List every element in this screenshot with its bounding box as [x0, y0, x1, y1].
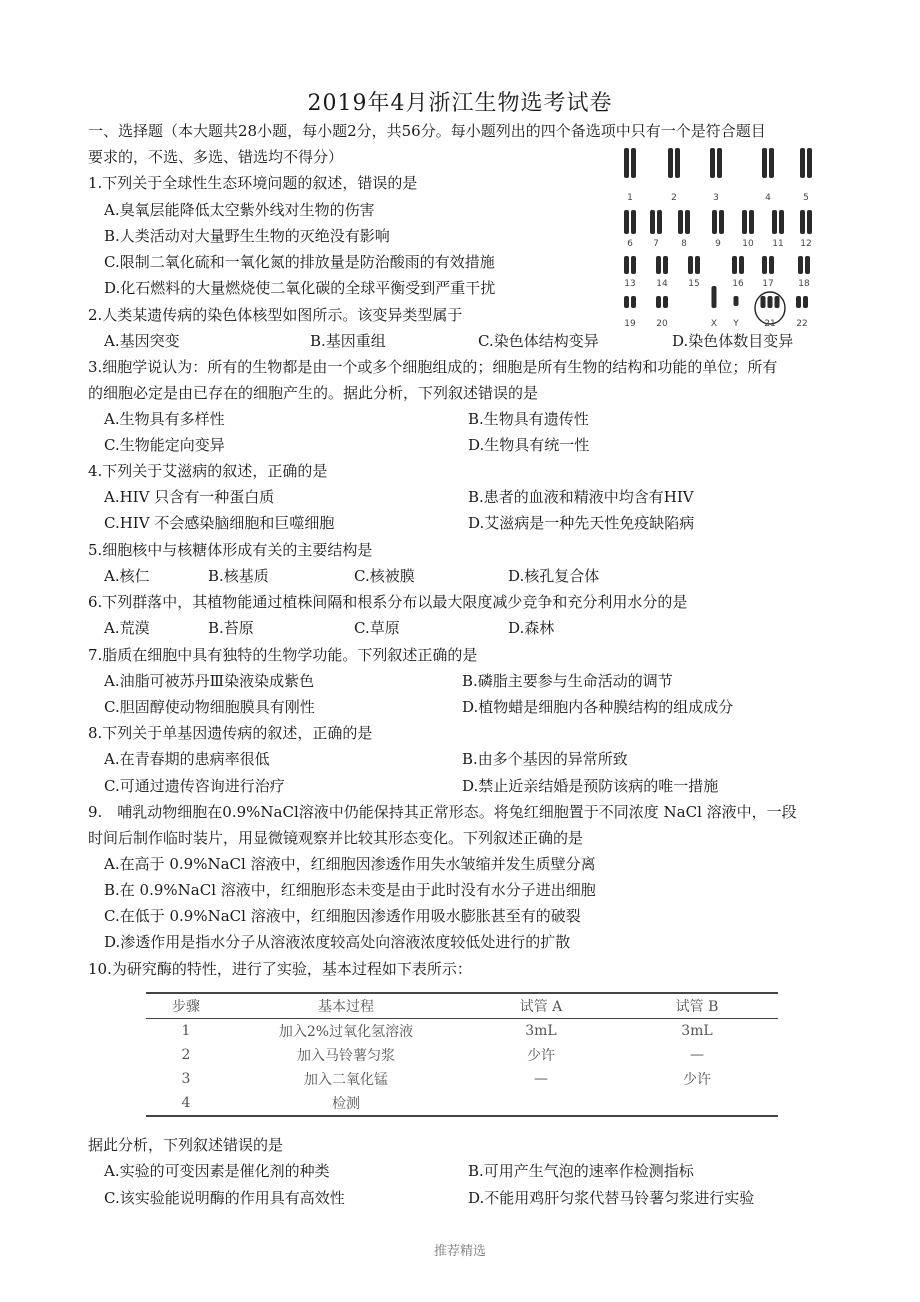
- q9-stem-cont: 时间后制作临时装片，用显微镜观察并比较其形态变化。下列叙述正确的是: [88, 829, 584, 847]
- q4-option-c: C.HIV 不会感染脑细胞和巨噬细胞: [104, 514, 335, 532]
- cell: —: [534, 1071, 548, 1087]
- chromosome-label: Y: [733, 319, 739, 329]
- q5-option-c: C.核被膜: [354, 567, 415, 585]
- q5-option-b: B.核基质: [208, 567, 269, 585]
- chromosome-5: [800, 148, 805, 178]
- q1-stem: 1.下列关于全球性生态环境问题的叙述，错误的是: [88, 174, 418, 192]
- q10-stem: 10.为研究酶的特性，进行了实验，基本过程如下表所示：: [88, 960, 472, 978]
- chromosome-22: [803, 296, 808, 308]
- q4-option-b: B.患者的血液和精液中均含有HIV: [468, 488, 694, 506]
- section-intro-cont: 要求的，不选、多选、错选均不得分）: [88, 148, 344, 166]
- q3-option-b: B.生物具有遗传性: [468, 410, 589, 428]
- chromosome-15: [688, 256, 693, 274]
- chromosome-2: [668, 148, 673, 178]
- chromosome-9: [719, 210, 724, 234]
- q3-option-a: A.生物具有多样性: [104, 410, 225, 428]
- q5-option-a: A.核仁: [104, 567, 150, 585]
- chromosome-11: [772, 210, 777, 234]
- chromosome-17: [769, 256, 774, 274]
- cell: 3: [181, 1071, 191, 1087]
- q10-option-c: C.该实验能说明酶的作用具有高效性: [104, 1189, 345, 1207]
- chromosome-6: [631, 210, 636, 234]
- table-header-row: [146, 993, 778, 1019]
- cell: 加入马铃薯匀浆: [297, 1048, 395, 1064]
- chromosome-label: 7: [653, 239, 659, 249]
- header-tube-b: 试管 B: [675, 999, 719, 1015]
- chromosome-Y: [734, 296, 739, 306]
- cell: 3mL: [681, 1023, 713, 1039]
- chromosome-1: [624, 148, 629, 178]
- q1-option-c: C.限制二氧化硫和一氧化氮的排放量是防治酸雨的有效措施: [104, 253, 495, 271]
- cell: [616, 1091, 778, 1116]
- header-process: 基本过程: [318, 999, 374, 1015]
- chromosome-21: [768, 296, 773, 308]
- chromosome-21: [775, 296, 780, 308]
- chromosome-X: [712, 286, 717, 308]
- chromosome-13: [624, 256, 629, 274]
- q1-option-b: B.人类活动对大量野生生物的灭绝没有影响: [104, 227, 390, 245]
- chromosome-21: [761, 296, 766, 308]
- chromosome-label: 6: [627, 239, 633, 249]
- q6-option-c: C.草原: [354, 619, 400, 637]
- q10-option-d: D.不能用鸡肝匀浆代替马铃薯匀浆进行实验: [468, 1189, 755, 1207]
- table-row: [146, 1091, 778, 1116]
- chromosome-label: 17: [762, 279, 774, 289]
- q10-option-a: A.实验的可变因素是催化剂的种类: [104, 1162, 330, 1180]
- chromosome-label: 2: [671, 193, 677, 203]
- chromosome-16: [732, 256, 737, 274]
- chromosome-14: [656, 256, 661, 274]
- chromosome-1: [631, 148, 636, 178]
- chromosome-19: [631, 296, 636, 308]
- chromosome-label: 13: [624, 279, 636, 289]
- table-row: [146, 1019, 778, 1044]
- q9-option-a: A.在高于 0.9%NaCl 溶液中，红细胞因渗透作用失水皱缩并发生质壁分离: [104, 855, 596, 873]
- q8-option-c: C.可通过遗传咨询进行治疗: [104, 777, 285, 795]
- q4-stem: 4.下列关于艾滋病的叙述，正确的是: [88, 462, 328, 480]
- q3-stem: 3.细胞学说认为：所有的生物都是由一个或多个细胞组成的；细胞是所有生物的结构和功能的单位；所有: [88, 358, 778, 376]
- chromosome-6: [624, 210, 629, 234]
- cell: 少许: [683, 1072, 711, 1088]
- q3-stem-cont: 的细胞必定是由已存在的细胞产生的。据此分析，下列叙述错误的是: [88, 384, 539, 402]
- q6-option-d: D.森林: [508, 619, 555, 637]
- q2-option-a: A.基因突变: [104, 332, 180, 350]
- chromosome-label: 21: [764, 319, 776, 329]
- chromosome-4: [769, 148, 774, 178]
- cell: 少许: [527, 1048, 555, 1064]
- cell: 加入2%过氧化氢溶液: [278, 1024, 414, 1040]
- chromosome-18: [805, 256, 810, 274]
- chromosome-12: [800, 210, 805, 234]
- chromosome-label: 19: [624, 319, 636, 329]
- q7-option-c: C.胆固醇使动物细胞膜具有刚性: [104, 698, 315, 716]
- q8-option-b: B.由多个基因的异常所致: [462, 750, 628, 768]
- chromosome-label: 10: [742, 239, 754, 249]
- q7-option-d: D.植物蜡是细胞内各种膜结构的组成成分: [462, 698, 734, 716]
- cell: 4: [181, 1095, 191, 1111]
- q8-stem: 8.下列关于单基因遗传病的叙述，正确的是: [88, 724, 373, 742]
- section-intro: 一、选择题（本大题共28小题，每小题2分，共56分。每小题列出的四个备选项中只有一个是符合题目: [88, 122, 766, 140]
- q6-option-b: B.苔原: [208, 619, 254, 637]
- chromosome-label: 5: [803, 193, 809, 203]
- q6-stem: 6.下列群落中，其植物能通过植株间隔和根系分布以最大限度减少竞争和充分利用水分的是: [88, 593, 688, 611]
- q1-option-d: D.化石燃料的大量燃烧使二氧化碳的全球平衡受到严重干扰: [104, 279, 496, 297]
- karyotype-figure: [618, 144, 814, 330]
- cell: 1: [181, 1023, 191, 1039]
- chromosome-label: 16: [732, 279, 744, 289]
- header-tube-a: 试管 A: [519, 999, 563, 1015]
- chromosome-14: [663, 256, 668, 274]
- chromosome-17: [762, 256, 767, 274]
- q8-option-a: A.在青春期的患病率很低: [104, 750, 270, 768]
- q4-option-d: D.艾滋病是一种先天性免疫缺陷病: [468, 514, 695, 532]
- q9-option-c: C.在低于 0.9%NaCl 溶液中，红细胞因渗透作用吸水膨胀甚至有的破裂: [104, 907, 581, 925]
- q2-option-b: B.基因重组: [310, 332, 386, 350]
- chromosome-16: [739, 256, 744, 274]
- chromosome-9: [712, 210, 717, 234]
- table-row: [146, 1067, 778, 1091]
- cell: 2: [181, 1047, 191, 1063]
- chromosome-3: [717, 148, 722, 178]
- chromosome-12: [807, 210, 812, 234]
- q10-option-b: B.可用产生气泡的速率作检测指标: [468, 1162, 694, 1180]
- chromosome-22: [796, 296, 801, 308]
- chromosome-19: [624, 296, 629, 308]
- chromosome-label: X: [710, 319, 718, 329]
- chromosome-7: [650, 210, 655, 234]
- q10-followup: 据此分析，下列叙述错误的是: [88, 1136, 284, 1154]
- experiment-table: [146, 992, 778, 1117]
- q4-option-a: A.HIV 只含有一种蛋白质: [104, 488, 275, 506]
- chromosome-8: [685, 210, 690, 234]
- chromosome-10: [742, 210, 747, 234]
- q9-option-b: B.在 0.9%NaCl 溶液中，红细胞形态未变是由于此时没有水分子进出细胞: [104, 881, 596, 899]
- cell: 加入二氧化锰: [304, 1072, 388, 1088]
- q7-option-b: B.磷脂主要参与生命活动的调节: [462, 672, 673, 690]
- q2-option-d: D.染色体数目变异: [672, 332, 794, 350]
- chromosome-8: [678, 210, 683, 234]
- q8-option-d: D.禁止近亲结婚是预防该病的唯一措施: [462, 777, 719, 795]
- q9-stem: 9. 哺乳动物细胞在0.9%NaCl溶液中仍能保持其正常形态。将兔红细胞置于不同浓度 NaCl 溶液中，一段: [88, 803, 797, 821]
- chromosome-2: [675, 148, 680, 178]
- table-row: [146, 1043, 778, 1067]
- cell: 3mL: [525, 1023, 557, 1039]
- q7-stem: 7.脂质在细胞中具有独特的生物学功能。下列叙述正确的是: [88, 646, 478, 664]
- chromosome-20: [656, 296, 661, 308]
- chromosome-5: [807, 148, 812, 178]
- chromosome-15: [695, 256, 700, 274]
- chromosome-label: 1: [627, 193, 633, 203]
- q7-option-a: A.油脂可被苏丹Ⅲ染液染成紫色: [104, 672, 315, 690]
- chromosome-label: 15: [688, 279, 700, 289]
- chromosome-label: 20: [656, 319, 668, 329]
- page-title: 2019年4月浙江生物选考试卷: [307, 91, 613, 116]
- q2-stem: 2.人类某遗传病的染色体核型如图所示。该变异类型属于: [88, 306, 463, 324]
- chromosome-label: 9: [715, 239, 721, 249]
- q6-option-a: A.荒漠: [104, 619, 150, 637]
- chromosome-label: 14: [656, 279, 668, 289]
- chromosome-label: 12: [800, 239, 812, 249]
- q1-option-a: A.臭氧层能降低太空紫外线对生物的伤害: [104, 201, 375, 219]
- chromosome-label: 18: [798, 279, 810, 289]
- chromosome-7: [657, 210, 662, 234]
- chromosome-20: [663, 296, 668, 308]
- chromosome-label: 3: [713, 193, 719, 203]
- chromosome-10: [749, 210, 754, 234]
- chromosome-label: 8: [681, 239, 687, 249]
- chromosome-label: 22: [796, 319, 808, 329]
- chromosome-11: [779, 210, 784, 234]
- q5-option-d: D.核孔复合体: [508, 567, 600, 585]
- q3-option-d: D.生物具有统一性: [468, 436, 590, 454]
- page-footer: 推荐精选: [433, 1244, 486, 1259]
- q9-option-d: D.渗透作用是指水分子从溶液浓度较高处向溶液浓度较低处进行的扩散: [104, 933, 571, 951]
- q3-option-c: C.生物能定向变异: [104, 436, 225, 454]
- q2-option-c: C.染色体结构变异: [478, 332, 599, 350]
- chromosome-4: [762, 148, 767, 178]
- chromosome-13: [631, 256, 636, 274]
- cell: [466, 1091, 616, 1116]
- chromosome-label: 11: [772, 239, 784, 249]
- chromosome-18: [798, 256, 803, 274]
- chromosome-3: [710, 148, 715, 178]
- chromosome-label: 4: [765, 193, 771, 203]
- cell: —: [690, 1047, 704, 1063]
- q5-stem: 5.细胞核中与核糖体形成有关的主要结构是: [88, 541, 373, 559]
- cell: 检测: [332, 1096, 360, 1112]
- header-step: 步骤: [172, 999, 200, 1015]
